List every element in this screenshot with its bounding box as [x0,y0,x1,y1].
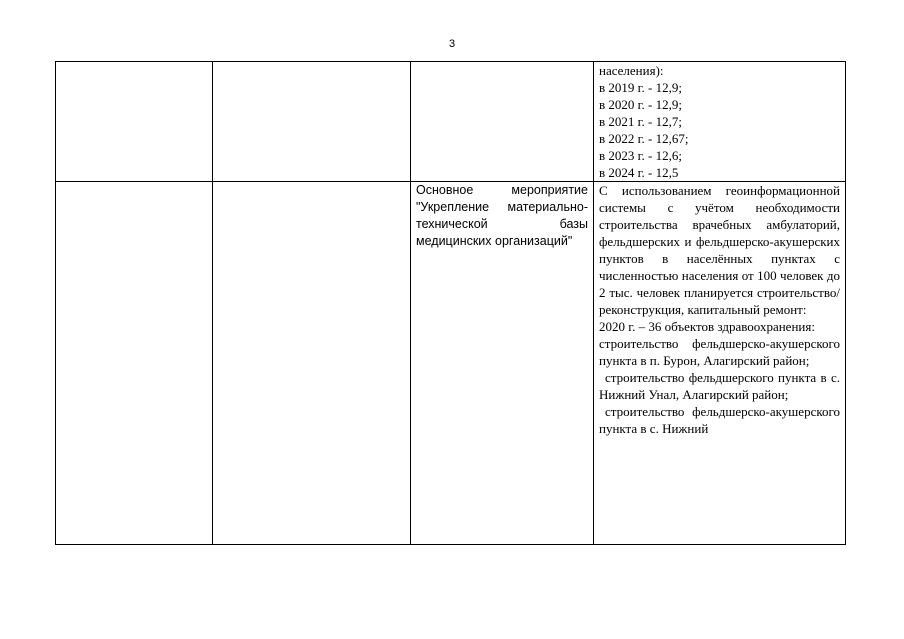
table-cell-indicators [594,62,846,182]
table-cell-empty [411,62,594,182]
indicator-line: в 2023 г. - 12,6; [599,148,682,163]
indicator-line: в 2021 г. - 12,7; [599,114,682,129]
table-cell-empty [213,62,411,182]
description-paragraph: строительство фельдшерского пункта в с. Нижний Унал, Алагирский район; [599,370,840,402]
page-number: 3 [448,38,456,50]
description-paragraph: строительство фельдшерско-акушерского пункта в п. Бурон, Алагирский район; [599,336,840,368]
table-cell-description [594,182,846,545]
indicator-line: в 2019 г. - 12,9; [599,80,682,95]
measure-title: Основное мероприятие "Укрепление материально-технической базы медицинских организаций" [416,183,588,248]
description-paragraph: С использованием геоинформационной системы с учётом необходимости строительства врачебных амбулаторий, фельдшерских и фельдшерско-акушерских пунктов в населённых пунктах с численностью населения от 100 человек до 2 тыс. человек планируется строительство/реконструкция, капитальный ремонт: [599,183,840,317]
indicator-line: в 2020 г. - 12,9; [599,97,682,112]
description-paragraph: строительство фельдшерско-акушерского пункта в с. Нижний [599,404,840,436]
table-cell-empty [213,182,411,545]
table-cell-empty [56,182,213,545]
document-table [55,61,846,545]
indicator-line: в 2024 г. - 12,5 [599,165,679,180]
table-row [56,182,846,545]
indicator-line: населения): [599,63,664,78]
table-cell-measure [411,182,594,545]
table-cell-empty [56,62,213,182]
table-row [56,62,846,182]
description-paragraph: 2020 г. – 36 объектов здравоохранения: [599,319,815,334]
indicator-line: в 2022 г. - 12,67; [599,131,689,146]
